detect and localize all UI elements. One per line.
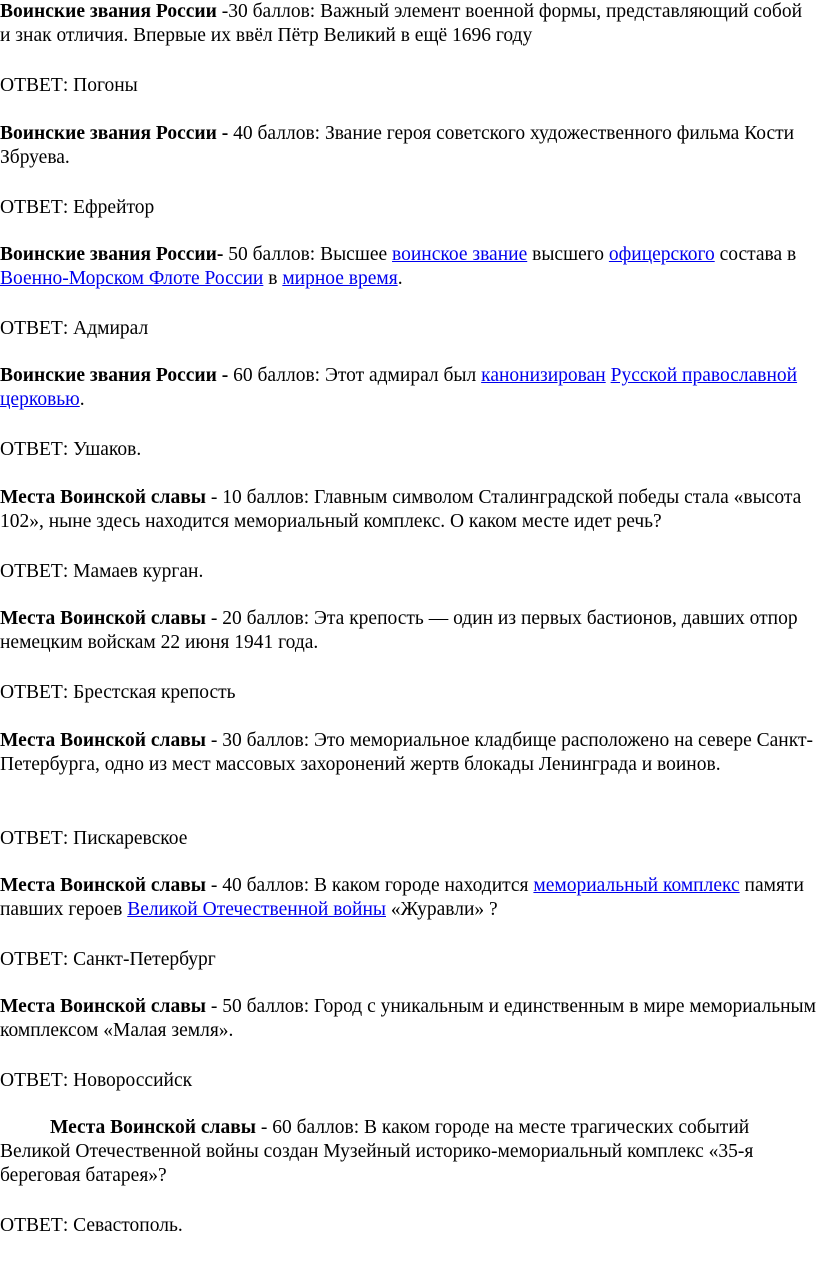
question-topic: Воинские звания России -	[0, 123, 234, 144]
question-text: состава в	[714, 244, 797, 265]
question-text: «Журавли» ?	[386, 899, 498, 920]
answer-8: ОТВЕТ: Санкт-Петербург	[0, 949, 216, 970]
question-topic: Места Воинской славы	[0, 730, 206, 751]
question-6	[0, 607, 816, 655]
question-5	[0, 486, 816, 534]
question-8	[0, 874, 816, 922]
question-text: - 20 баллов: Эта крепость — один из первых бастионов, давших отпор немецким войскам 22 июня 1941 года.	[0, 608, 798, 653]
question-4	[0, 364, 816, 412]
question-topic: Места Воинской славы	[0, 487, 206, 508]
question-text: - 50 баллов: Город с уникальным и единственным в мире мемориальным комплексом «Малая земля».	[0, 996, 816, 1041]
question-1	[0, 0, 816, 48]
question-text: 40 баллов: Звание героя советского художественного фильма Кости Збруева.	[0, 123, 795, 168]
link-kanonizirovan[interactable]: канонизирован	[481, 365, 606, 386]
answer-10: ОТВЕТ: Севастополь.	[0, 1215, 183, 1236]
link-mirnoe-vremya[interactable]: мирное время	[282, 268, 398, 289]
question-topic: Места Воинской славы	[0, 875, 206, 896]
question-text: в	[263, 268, 283, 289]
question-text: -30 баллов: Важный элемент военной формы, представляющий собой и знак отличия. Впервые их ввёл Пётр Великий в ещё 1696 году	[0, 1, 803, 46]
question-topic: Места Воинской славы	[0, 608, 206, 629]
question-text: 60 баллов: Этот адмирал был	[233, 365, 482, 386]
link-voinskoe-zvanie[interactable]: воинское звание	[392, 244, 528, 265]
link-vmf-rossii[interactable]: Военно-Морском Флоте России	[0, 268, 264, 289]
answer-5: ОТВЕТ: Мамаев курган.	[0, 561, 204, 582]
question-text: .	[397, 268, 403, 289]
question-text: .	[79, 389, 85, 410]
question-text: - 30 баллов: Это мемориальное кладбище расположено на севере Санкт-Петербурга, одно из мест массовых захоронений жертв блокады Ленинграда и воинов.	[0, 730, 813, 775]
question-10	[0, 1116, 816, 1188]
paragraph-indent	[0, 1117, 50, 1138]
answer-6: ОТВЕТ: Брестская крепость	[0, 682, 236, 703]
question-9	[0, 995, 816, 1043]
question-text: - 10 баллов: Главным символом Сталинградской победы стала «высота 102», ныне здесь находится мемориальный комплекс. О каком месте идет речь?	[0, 487, 802, 532]
question-topic: Воинские звания России -	[0, 365, 234, 386]
question-topic: Места Воинской славы	[50, 1117, 256, 1138]
link-memorialny-kompleks[interactable]: мемориальный комплекс	[533, 875, 740, 896]
link-russkaya-tserkov[interactable]: Русской православной церковью	[0, 365, 798, 410]
answer-9: ОТВЕТ: Новороссийск	[0, 1070, 193, 1091]
question-text: - 40 баллов: В каком городе находится	[205, 875, 534, 896]
question-topic: Воинские звания России-	[0, 244, 224, 265]
question-topic: Воинские звания России	[0, 1, 217, 22]
answer-4: ОТВЕТ: Ушаков.	[0, 439, 142, 460]
question-text: - 60 баллов: В каком городе на месте трагических событий Великой Отечественной войны создан Музейный историко-мемориальный комплекс «35-я береговая батарея»?	[0, 1117, 754, 1186]
link-ofitserskogo[interactable]: офицерского	[608, 244, 715, 265]
answer-3: ОТВЕТ: Адмирал	[0, 318, 149, 339]
answer-7: ОТВЕТ: Пискаревское	[0, 828, 188, 849]
answer-2: ОТВЕТ: Ефрейтор	[0, 197, 155, 218]
question-2	[0, 122, 816, 170]
question-3	[0, 243, 816, 291]
question-text: 50 баллов: Высшее	[223, 244, 393, 265]
question-topic: Места Воинской славы	[0, 996, 206, 1017]
link-vov[interactable]: Великой Отечественной войны	[127, 899, 386, 920]
answer-1: ОТВЕТ: Погоны	[0, 75, 138, 96]
question-text: высшего	[527, 244, 609, 265]
question-7	[0, 729, 816, 777]
question-text: памяти павших героев	[0, 875, 804, 920]
